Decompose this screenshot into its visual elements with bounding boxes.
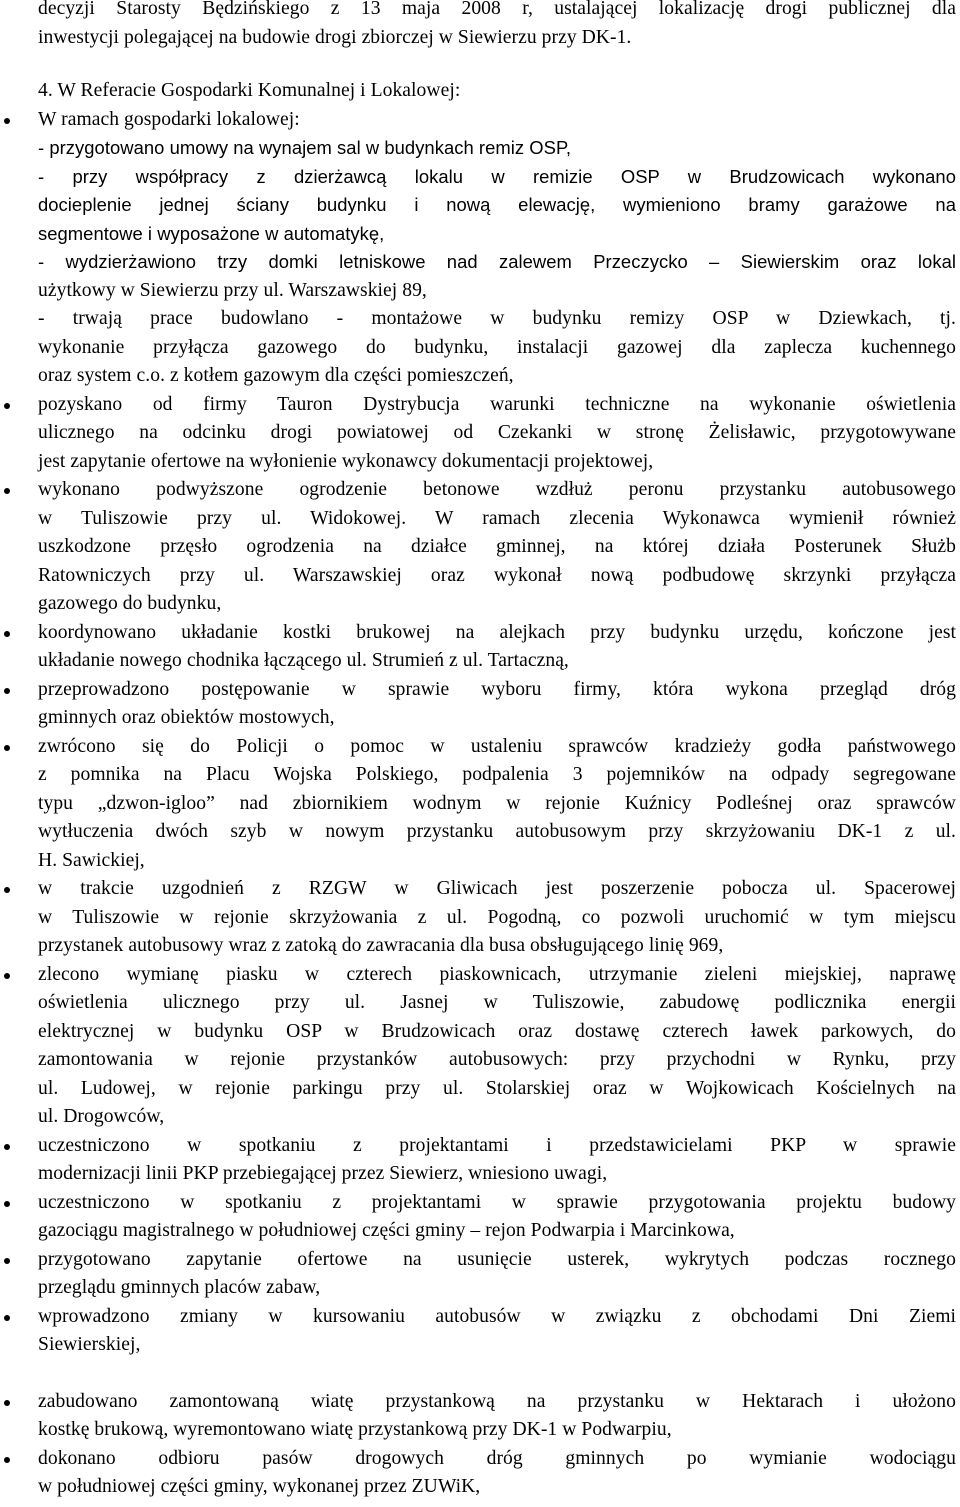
list-item xyxy=(38,106,956,391)
item-line: - przygotowano umowy na wynajem sal w budynkach remiz OSP, xyxy=(38,137,572,158)
list-item xyxy=(38,1189,956,1246)
document-page xyxy=(38,0,956,1502)
item-line: ulicznego na odcinku drogi powiatowej od Czekanki w stronę Żelisławic, przygotowywane xyxy=(38,422,956,443)
item-line: Ratowniczych przy ul. Warszawskiej oraz wykonał nową podbudowę skrzynki przyłącza xyxy=(38,564,956,586)
item-line: wprowadzono zmiany w kursowaniu autobusów w związku z obchodami Dni Ziemi xyxy=(38,1305,956,1327)
item-line: w Tuliszowie w rejonie skrzyżowania z ul. Pogodną, co pozwoli uruchomić w tym miejscu xyxy=(38,906,956,928)
bullet-icon xyxy=(4,1400,10,1406)
item-line: zamontowania w rejonie przystanków autobusowych: przy przychodni w Rynku, przy xyxy=(38,1049,956,1070)
item-line: oświetlenia ulicznego przy ul. Jasnej w Tuliszowie, zabudowę podlicznika energii xyxy=(38,992,956,1013)
item-line: gazowego do budynku, xyxy=(38,593,222,614)
item-line: segmentowe i wyposażone w automatykę, xyxy=(38,222,385,244)
item-line: uszkodzone przęsło ogrodzenia na działce gminnej, na której działa Posterunek Służb xyxy=(38,536,956,557)
bullet-icon xyxy=(4,1201,10,1207)
list-item xyxy=(38,1303,956,1360)
item-line: przystanek autobusowy wraz z zatoką do zawracania dla busa obsługującego linię 969, xyxy=(38,935,724,956)
item-line: gazociągu magistralnego w południowej części gminy – rejon Podwarpia i Marcinkowa, xyxy=(38,1220,735,1241)
item-line: uczestniczono w spotkaniu z projektantami i przedstawicielami PKP w sprawie xyxy=(38,1134,956,1156)
item-line: zlecono wymianę piasku w czterech piaskownicach, utrzymanie zieleni miejskiej, naprawę xyxy=(38,963,956,985)
item-line: elektrycznej w budynku OSP w Brudzowicach oraz dostawę czterech ławek parkowych, do xyxy=(38,1020,956,1042)
bullet-icon xyxy=(4,688,10,694)
item-line: ul. Ludowej, w rejonie parkingu przy ul. Stolarskiej oraz w Wojkowicach Kościelnych na xyxy=(38,1077,956,1099)
bullet-icon xyxy=(4,1315,10,1321)
intro-paragraph xyxy=(38,0,956,52)
item-line: wykonanie przyłącza gazowego do budynku, instalacji gazowej dla zaplecza kuchennego xyxy=(38,336,956,358)
item-line: zwrócono się do Policji o pomoc w ustaleniu sprawców kradzieży godła państwowego xyxy=(38,735,956,757)
intro-line: inwestycji polegającej na budowie drogi zbiorczej w Siewierzu przy DK-1. xyxy=(38,26,632,48)
item-line: typu „dzwon-igloo” nad zbiornikiem wodnym w rejonie Kuźnicy Podleśnej oraz sprawców xyxy=(38,792,956,814)
item-line: przygotowano zapytanie ofertowe na usunięcie usterek, wykrytych podczas rocznego xyxy=(38,1248,956,1270)
item-line: zabudowano zamontowaną wiatę przystankową na przystanku w Hektarach i ułożono xyxy=(38,1390,956,1412)
bullet-icon xyxy=(4,1457,10,1463)
bullet-icon xyxy=(4,631,10,637)
bullet-icon xyxy=(4,1144,10,1150)
list-item xyxy=(38,676,956,733)
item-line: wytłuczenia dwóch szyb w nowym przystanku autobusowym przy skrzyżowaniu DK-1 z ul. xyxy=(38,821,956,842)
list-item xyxy=(38,1445,956,1502)
item-line: w trakcie uzgodnień z RZGW w Gliwicach jest poszerzenie pobocza ul. Spacerowej xyxy=(38,878,956,899)
list-item xyxy=(38,476,956,619)
item-line: przeprowadzono postępowanie w sprawie wyboru firmy, która wykona przegląd dróg xyxy=(38,678,956,700)
list-item xyxy=(38,1132,956,1189)
item-line: - wydzierżawiono trzy domki letniskowe nad zalewem Przeczycko – Siewierskim oraz lokal xyxy=(38,251,956,272)
item-line: ul. Drogowców, xyxy=(38,1106,165,1127)
list-item xyxy=(38,961,956,1132)
bullet-icon xyxy=(4,118,10,124)
bullet-icon xyxy=(4,1258,10,1264)
item-line: - przy współpracy z dzierżawcą lokalu w remizie OSP w Brudzowicach wykonano xyxy=(38,165,956,187)
item-line: kostkę brukową, wyremontowano wiatę przystankową przy DK-1 w Podwarpiu, xyxy=(38,1419,672,1440)
item-line: użytkowy w Siewierzu przy ul. Warszawskiej 89, xyxy=(38,279,427,301)
bullet-icon xyxy=(4,403,10,409)
item-line: z pomnika na Placu Wojska Polskiego, podpalenia 3 pojemników na odpady segregowane xyxy=(38,764,956,785)
item-line: jest zapytanie ofertowe na wyłonienie wykonawcy dokumentacji projektowej, xyxy=(38,450,654,472)
item-line: docieplenie jednej ściany budynku i nową elewację, wymieniono bramy garażowe na xyxy=(38,194,956,215)
intro-line: decyzji Starosty Będzińskiego z 13 maja 2008 r, ustalającej lokalizację drogi publicznej dla xyxy=(38,0,956,19)
list-item xyxy=(38,733,956,876)
bullet-icon xyxy=(4,488,10,494)
item-line: dokonano odbioru pasów drogowych dróg gminnych po wymianie wodociągu xyxy=(38,1447,956,1469)
item-line: uczestniczono w spotkaniu z projektantami w sprawie przygotowania projektu budowy xyxy=(38,1191,956,1213)
item-line: gminnych oraz obiektów mostowych, xyxy=(38,707,335,728)
item-line: przeglądu gminnych placów zabaw, xyxy=(38,1277,321,1298)
item-line: H. Sawickiej, xyxy=(38,849,145,871)
list-item xyxy=(38,875,956,961)
item-line: w południowej części gminy, wykonanej przez ZUWiK, xyxy=(38,1476,481,1497)
item-line: układanie nowego chodnika łączącego ul. Strumień z ul. Tartaczną, xyxy=(38,650,569,671)
item-line: modernizacji linii PKP przebiegającej przez Siewierz, wniesiono uwagi, xyxy=(38,1163,608,1184)
item-line: - trwają prace budowlano - montażowe w budynku remizy OSP w Dziewkach, tj. xyxy=(38,308,956,329)
list-item xyxy=(38,1388,956,1445)
item-line: w Tuliszowie przy ul. Widokowej. W ramach zlecenia Wykonawca wymienił również xyxy=(38,507,956,529)
item-line: oraz system c.o. z kotłem gazowym dla części pomieszczeń, xyxy=(38,365,514,386)
item-line: pozyskano od firmy Tauron Dystrybucja warunki techniczne na wykonanie oświetlenia xyxy=(38,393,956,415)
item-line: wykonano podwyższone ogrodzenie betonowe wzdłuż peronu przystanku autobusowego xyxy=(38,479,956,500)
item-line: koordynowano układanie kostki brukowej na alejkach przy budynku urzędu, kończone jest xyxy=(38,621,956,643)
list-item xyxy=(38,391,956,477)
list-item xyxy=(38,619,956,676)
item-line: W ramach gospodarki lokalowej: xyxy=(38,108,300,130)
section-heading: 4. W Referacie Gospodarki Komunalnej i Lokalowej: xyxy=(38,80,461,101)
item-line: Siewierskiej, xyxy=(38,1334,141,1355)
bullet-icon xyxy=(4,973,10,979)
bullet-icon xyxy=(4,887,10,893)
bullet-icon xyxy=(4,745,10,751)
list-item xyxy=(38,1246,956,1303)
